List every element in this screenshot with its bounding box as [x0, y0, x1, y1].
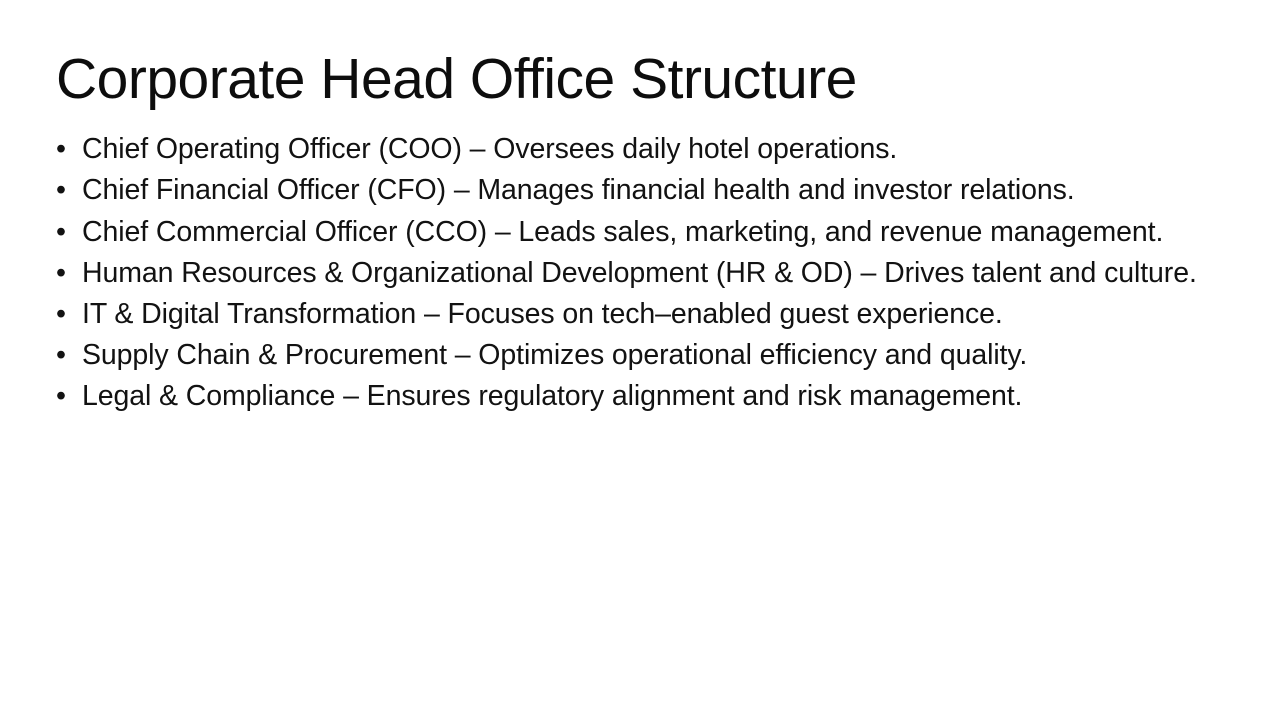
bullet-marker-icon: •: [56, 215, 66, 248]
bullet-marker-icon: •: [56, 380, 66, 413]
list-item-text: IT & Digital Transformation – Focuses on tech–enabled guest experience.: [82, 298, 1003, 330]
list-item-text: Chief Operating Officer (COO) – Oversees daily hotel operations.: [82, 133, 898, 166]
bullet-list: [56, 131, 1224, 414]
list-item-text: Chief Commercial Officer (CCO) – Leads sales, marketing, and revenue management.: [82, 215, 1164, 248]
bullet-marker-icon: •: [56, 339, 66, 372]
bullet-marker-icon: •: [56, 174, 66, 207]
list-item-text: Legal & Compliance – Ensures regulatory alignment and risk management.: [82, 380, 1023, 413]
list-item: [56, 378, 1224, 414]
list-item: [56, 131, 1224, 167]
list-item: [56, 255, 1224, 291]
bullet-marker-icon: •: [56, 133, 66, 166]
list-item-text: Chief Financial Officer (CFO) – Manages financial health and investor relations.: [82, 174, 1075, 207]
list-item: [56, 172, 1224, 208]
list-item: [56, 296, 1224, 332]
bullet-marker-icon: •: [56, 256, 66, 289]
list-item: [56, 214, 1224, 250]
page-title: Corporate Head Office Structure: [56, 47, 857, 111]
list-item-text: Human Resources & Organizational Development (HR & OD) – Drives talent and culture.: [82, 256, 1197, 289]
bullet-marker-icon: •: [56, 298, 66, 330]
list-item-text: Supply Chain & Procurement – Optimizes operational efficiency and quality.: [82, 339, 1028, 372]
list-item: [56, 337, 1224, 373]
